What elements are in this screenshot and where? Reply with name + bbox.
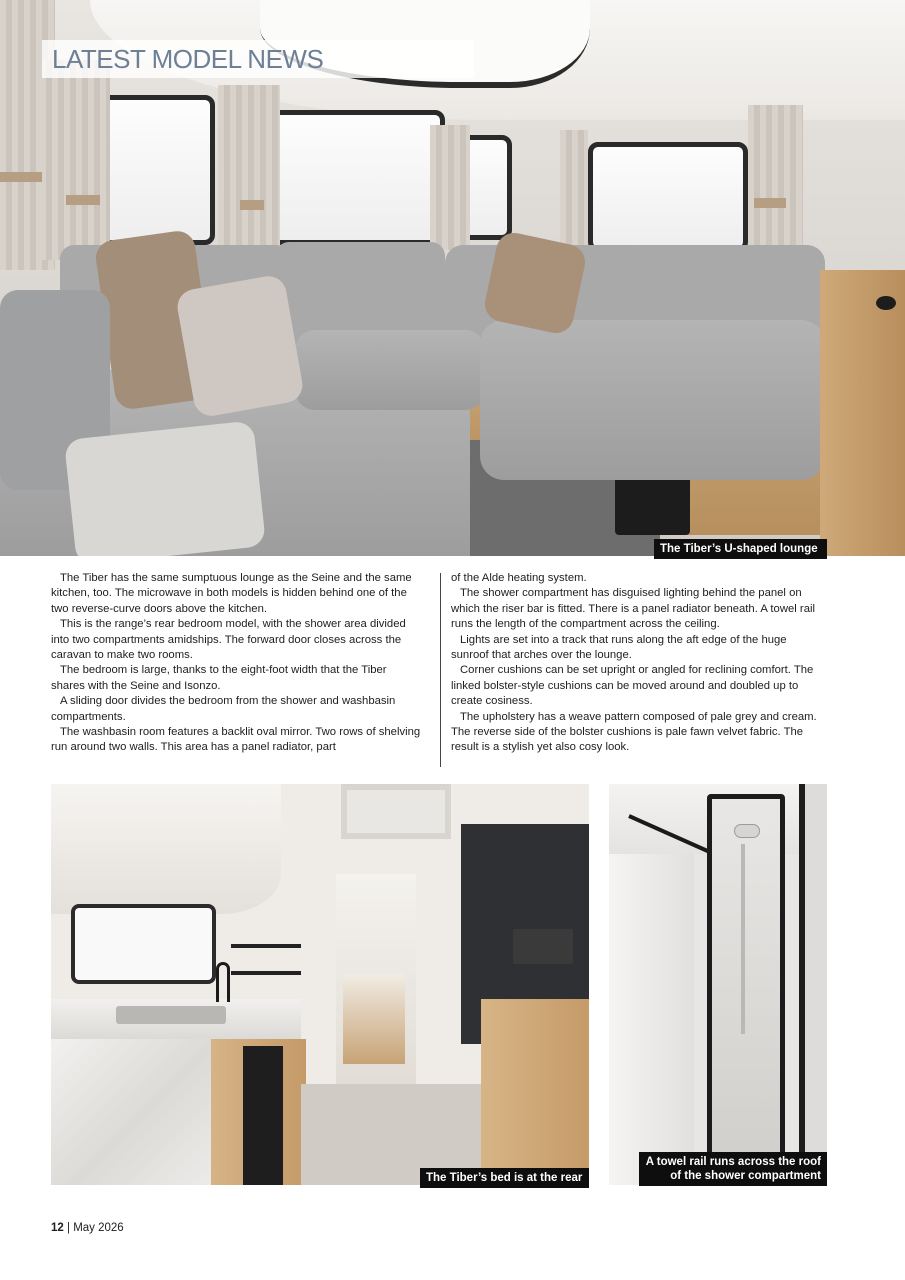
hero-photo	[0, 0, 905, 556]
window-left	[95, 95, 215, 245]
paragraph: The bedroom is large, thanks to the eight-foot width that the Tiber shares with the Seine and Isonzo.	[51, 664, 387, 692]
kitchen-photo	[51, 784, 589, 1185]
wardrobe-base	[481, 999, 589, 1185]
kitchen-cabinet	[820, 270, 905, 556]
cabinet-handle	[876, 296, 896, 310]
section-label: LATEST MODEL NEWS	[42, 40, 474, 78]
window-right	[588, 142, 748, 252]
oven	[243, 1046, 283, 1185]
shower-head	[734, 824, 760, 838]
paragraph: Corner cushions can be set upright or angled for reclining comfort. The linked bolster-style cushions can be moved around and doubled up to create cosiness.	[451, 664, 814, 708]
overhead-locker	[51, 784, 281, 914]
shower-photo	[609, 784, 827, 1185]
shower-wall	[609, 854, 694, 1185]
towel-holder	[513, 929, 573, 964]
curtain-tie	[66, 195, 100, 205]
sofa-seat	[295, 330, 485, 410]
column-divider	[440, 573, 441, 767]
page-footer	[51, 1222, 124, 1234]
paragraph: The washbasin room features a backlit oval mirror. Two rows of shelving run around two walls. This area has a panel radiator, part	[51, 726, 421, 754]
shower-caption-line: of the shower compartment	[670, 1170, 821, 1182]
sink-tap	[216, 962, 230, 1002]
hero-caption: The Tiber’s U-shaped lounge	[654, 539, 827, 559]
article-body	[51, 571, 831, 771]
curtain	[40, 60, 110, 260]
paragraph: This is the range’s rear bedroom model, with the shower area divided into two compartments amidships. The forward door closes across the caravan to make two rooms.	[51, 618, 406, 662]
article-column-right	[451, 571, 821, 756]
bed	[343, 974, 405, 1064]
curtain	[430, 125, 470, 250]
footer-separator: |	[63, 1222, 74, 1234]
shelf	[231, 944, 301, 948]
paragraph: The shower compartment has disguised lighting behind the panel on which the riser bar is fitted. There is a panel radiator beneath. A towel rail runs the length of the compartment across the ceiling.	[451, 587, 815, 631]
rooflight	[341, 784, 451, 839]
cushion	[482, 230, 589, 337]
paragraph: A sliding door divides the bedroom from the shower and washbasin compartments.	[51, 695, 396, 723]
paragraph: The upholstery has a weave pattern composed of pale grey and cream. The reverse side of the bolster cushions is pale fawn velvet fabric. The result is a stylish yet also cosy look.	[451, 710, 817, 754]
shower-caption-line: A towel rail runs across the roof	[645, 1156, 821, 1168]
shower-caption	[639, 1152, 827, 1186]
kitchen-caption: The Tiber’s bed is at the rear	[420, 1168, 589, 1188]
issue-date: May 2026	[73, 1222, 124, 1234]
article-column-left	[51, 571, 421, 756]
curtain-tie	[754, 198, 786, 208]
curtain	[748, 105, 803, 265]
window-centre	[270, 110, 445, 245]
hob	[116, 1006, 226, 1024]
right-wall-edge	[799, 784, 827, 1185]
cushion	[64, 420, 266, 556]
paragraph: of the Alde heating system.	[451, 572, 587, 584]
shelf	[231, 971, 301, 975]
shower-door-frame	[707, 794, 785, 1185]
paragraph: Lights are set into a track that runs along the aft edge of the huge sunroof that arches over the lounge.	[451, 633, 787, 662]
curtain-tie	[0, 172, 42, 182]
curtain	[218, 85, 280, 255]
kitchen-window	[71, 904, 216, 984]
page-number: 12	[51, 1222, 64, 1234]
cushion	[175, 273, 306, 418]
sofa-seat	[480, 320, 825, 480]
curtain	[560, 130, 588, 250]
curtain-tie	[240, 200, 264, 210]
riser-bar	[741, 844, 745, 1034]
marble-door	[51, 1039, 211, 1185]
paragraph: The Tiber has the same sumptuous lounge as the Seine and the same kitchen, too. The microwave in both models is hidden behind one of the two reverse-curve doors above the kitchen.	[51, 572, 412, 615]
